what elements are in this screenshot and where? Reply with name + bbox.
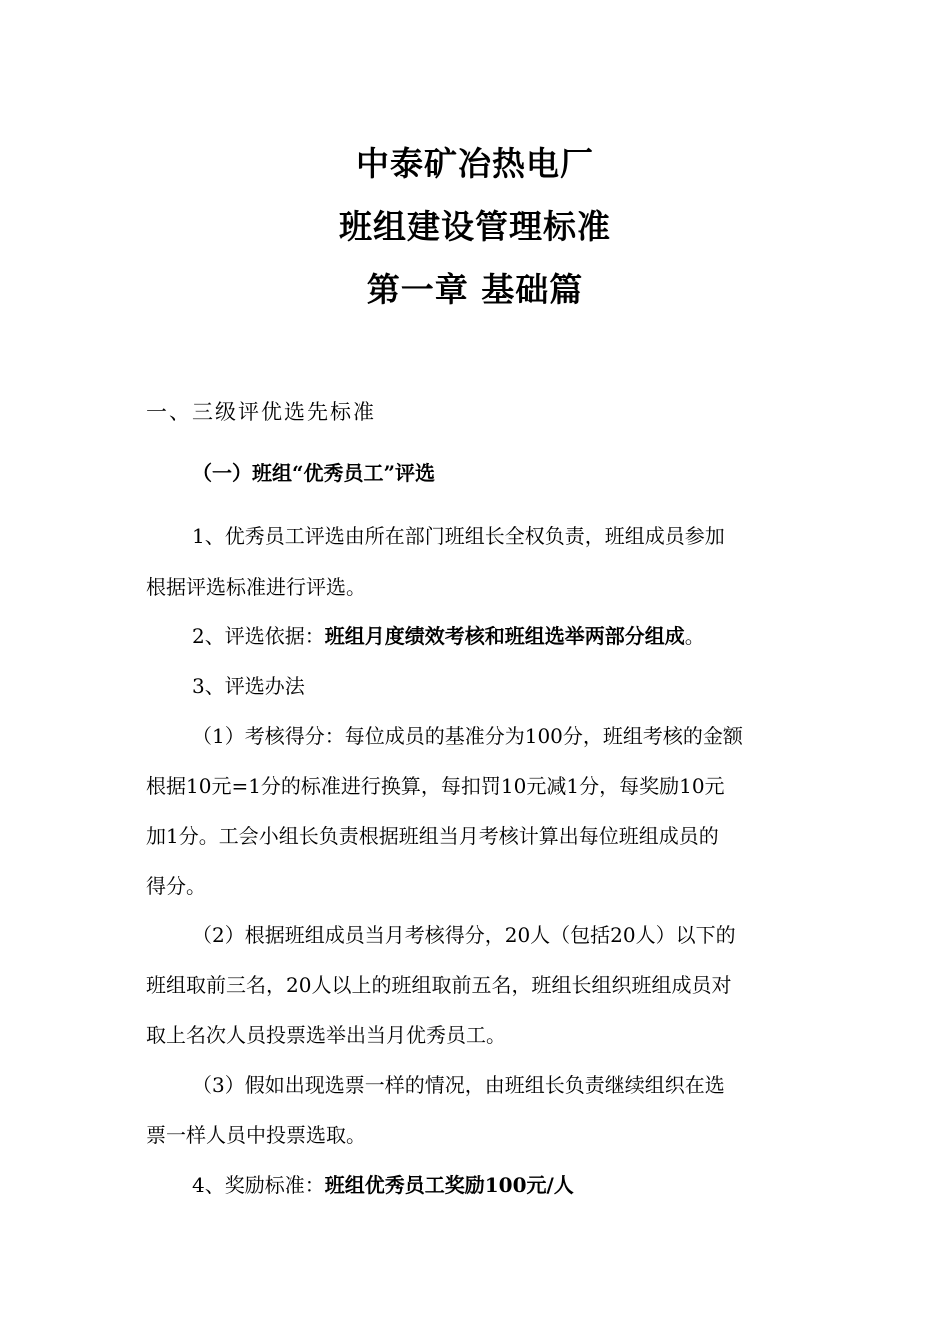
section-heading: 一、三级评优选先标准 <box>146 400 376 424</box>
punctuation: 。 <box>684 624 705 648</box>
paragraph-line: （1）考核得分：每位成员的基准分为100分，班组考核的金额 <box>192 724 743 748</box>
paragraph-line: 1、优秀员工评选由所在部门班组长全权负责，班组成员参加 <box>192 524 725 548</box>
paragraph-line: （2）根据班组成员当月考核得分，20人（包括20人）以下的 <box>192 923 736 947</box>
paragraph-line: 根据评选标准进行评选。 <box>146 575 366 599</box>
paragraph-line: 取上名次人员投票选举出当月优秀员工。 <box>146 1023 506 1047</box>
document-title: 班组建设管理标准 <box>339 207 611 246</box>
chapter-title: 第一章 基础篇 <box>366 270 584 309</box>
paragraph-line: 得分。 <box>146 874 206 898</box>
emphasis-text: 班组月度绩效考核和班组选举两部分组成 <box>324 624 685 648</box>
paragraph-line: 根据10元=1分的标准进行换算，每扣罚10元减1分，每奖励10元 <box>146 774 725 798</box>
company-title: 中泰矿冶热电厂 <box>356 144 594 183</box>
paragraph-line <box>192 621 705 651</box>
paragraph-line: 票一样人员中投票选取。 <box>146 1123 366 1147</box>
subsection-heading: （一）班组“优秀员工”评选 <box>192 461 436 485</box>
item-label: 4、奖励标准： <box>192 1173 325 1197</box>
paragraph-line <box>192 1170 574 1200</box>
emphasis-text: 班组优秀员工奖励100元/人 <box>324 1173 574 1197</box>
paragraph-line: （3）假如出现选票一样的情况，由班组长负责继续组织在选 <box>192 1073 725 1097</box>
paragraph-line: 班组取前三名，20人以上的班组取前五名，班组长组织班组成员对 <box>146 973 732 997</box>
paragraph-line: 加1分。工会小组长负责根据班组当月考核计算出每位班组成员的 <box>146 824 719 848</box>
item-label: 2、评选依据： <box>192 624 325 648</box>
paragraph-line: 3、评选办法 <box>192 674 305 698</box>
